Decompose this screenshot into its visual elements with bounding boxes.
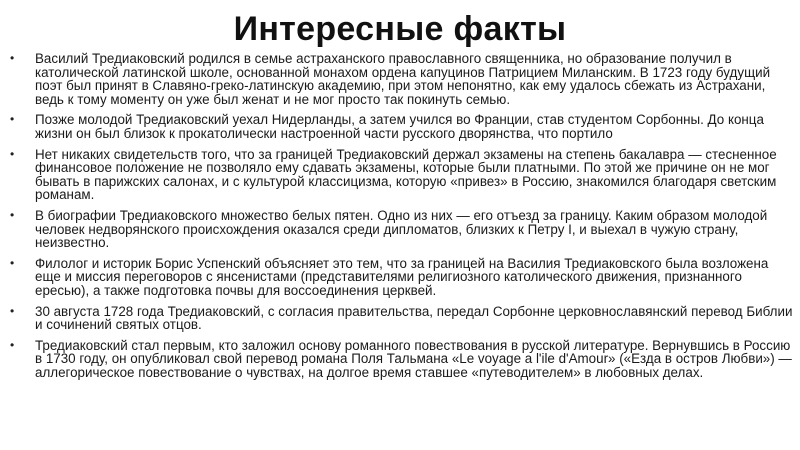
fact-text: Тредиаковский стал первым, кто заложил основу романного повествования в русской литературе. Вернувшись в Россию в 1730 году, он опубликовал свой перевод романа Поля Тальмана «Le voyage a l'ile d'Amour» («Езда в остров Любви») — аллегорическое повествование о чувствах, на долгое время ставшее «путеводителем» в любовных делах. xyxy=(35,337,792,380)
slide-title: Интересные факты xyxy=(233,10,567,48)
fact-item xyxy=(8,209,793,250)
bullet-icon: • xyxy=(10,255,15,270)
fact-text: Василий Тредиаковский родился в семье астраханского православного священника, но образование получил в католической латинской школе, основанной монахом ордена капуцинов Патрицием Миланским. В 1723 году будущий поэт был принят в Славяно-греко-латинскую академию, при этом непонятно, как ему удалось сбежать из Астрахани, ведь к тому моменту он уже был женат и не мог просто так покинуть семью. xyxy=(35,51,771,107)
fact-text: Филолог и историк Борис Успенский объясняет это тем, что за границей на Василия Тредиаковского была возложена еще и миссия переговоров с янсенистами (представителями религиозного католического движения, признанного ересью), а также подготовка почвы для воссоединения церквей. xyxy=(35,255,769,298)
bullet-icon: • xyxy=(10,112,15,127)
fact-item xyxy=(8,305,793,332)
fact-item xyxy=(8,52,793,106)
fact-item xyxy=(8,148,793,202)
bullet-icon: • xyxy=(10,146,15,161)
fact-text: 30 августа 1728 года Тредиаковский, с согласия правительства, передал Сорбонне церковнославянский перевод Библии и сочинений святых отцов. xyxy=(35,303,793,333)
bullet-icon: • xyxy=(10,303,15,318)
fact-text: Позже молодой Тредиаковский уехал Нидерланды, а затем учился во Франции, став студентом Сорбонны. До конца жизни он был близок к прокатолически настроенной части русского дворянства, что портило xyxy=(35,112,764,141)
fact-text: В биографии Тредиаковского множество белых пятен. Одно из них — его отъезд за границу. Каким образом молодой человек недворянского происхождения оказался среди дипломатов, близких к Петру I, и выехал в чужую страну, неизвестно. xyxy=(35,207,768,251)
fact-item xyxy=(8,339,793,380)
fact-text: Нет никаких свидетельств того, что за границей Тредиаковский держал экзамены на степень бакалавра — стесненное финансовое положение не позволяло ему сдавать экзамены, которые были платными. По этой же причине он не мог бывать в парижских салонах, и с культурой классицизма, которую «привез» в Россию, знакомился благодаря светским романам. xyxy=(35,146,777,203)
bullet-icon: • xyxy=(10,337,15,352)
bullet-icon: • xyxy=(10,51,15,65)
fact-item xyxy=(8,257,793,298)
fact-item xyxy=(8,113,793,140)
bullet-icon: • xyxy=(10,207,15,222)
facts-list xyxy=(8,52,793,386)
